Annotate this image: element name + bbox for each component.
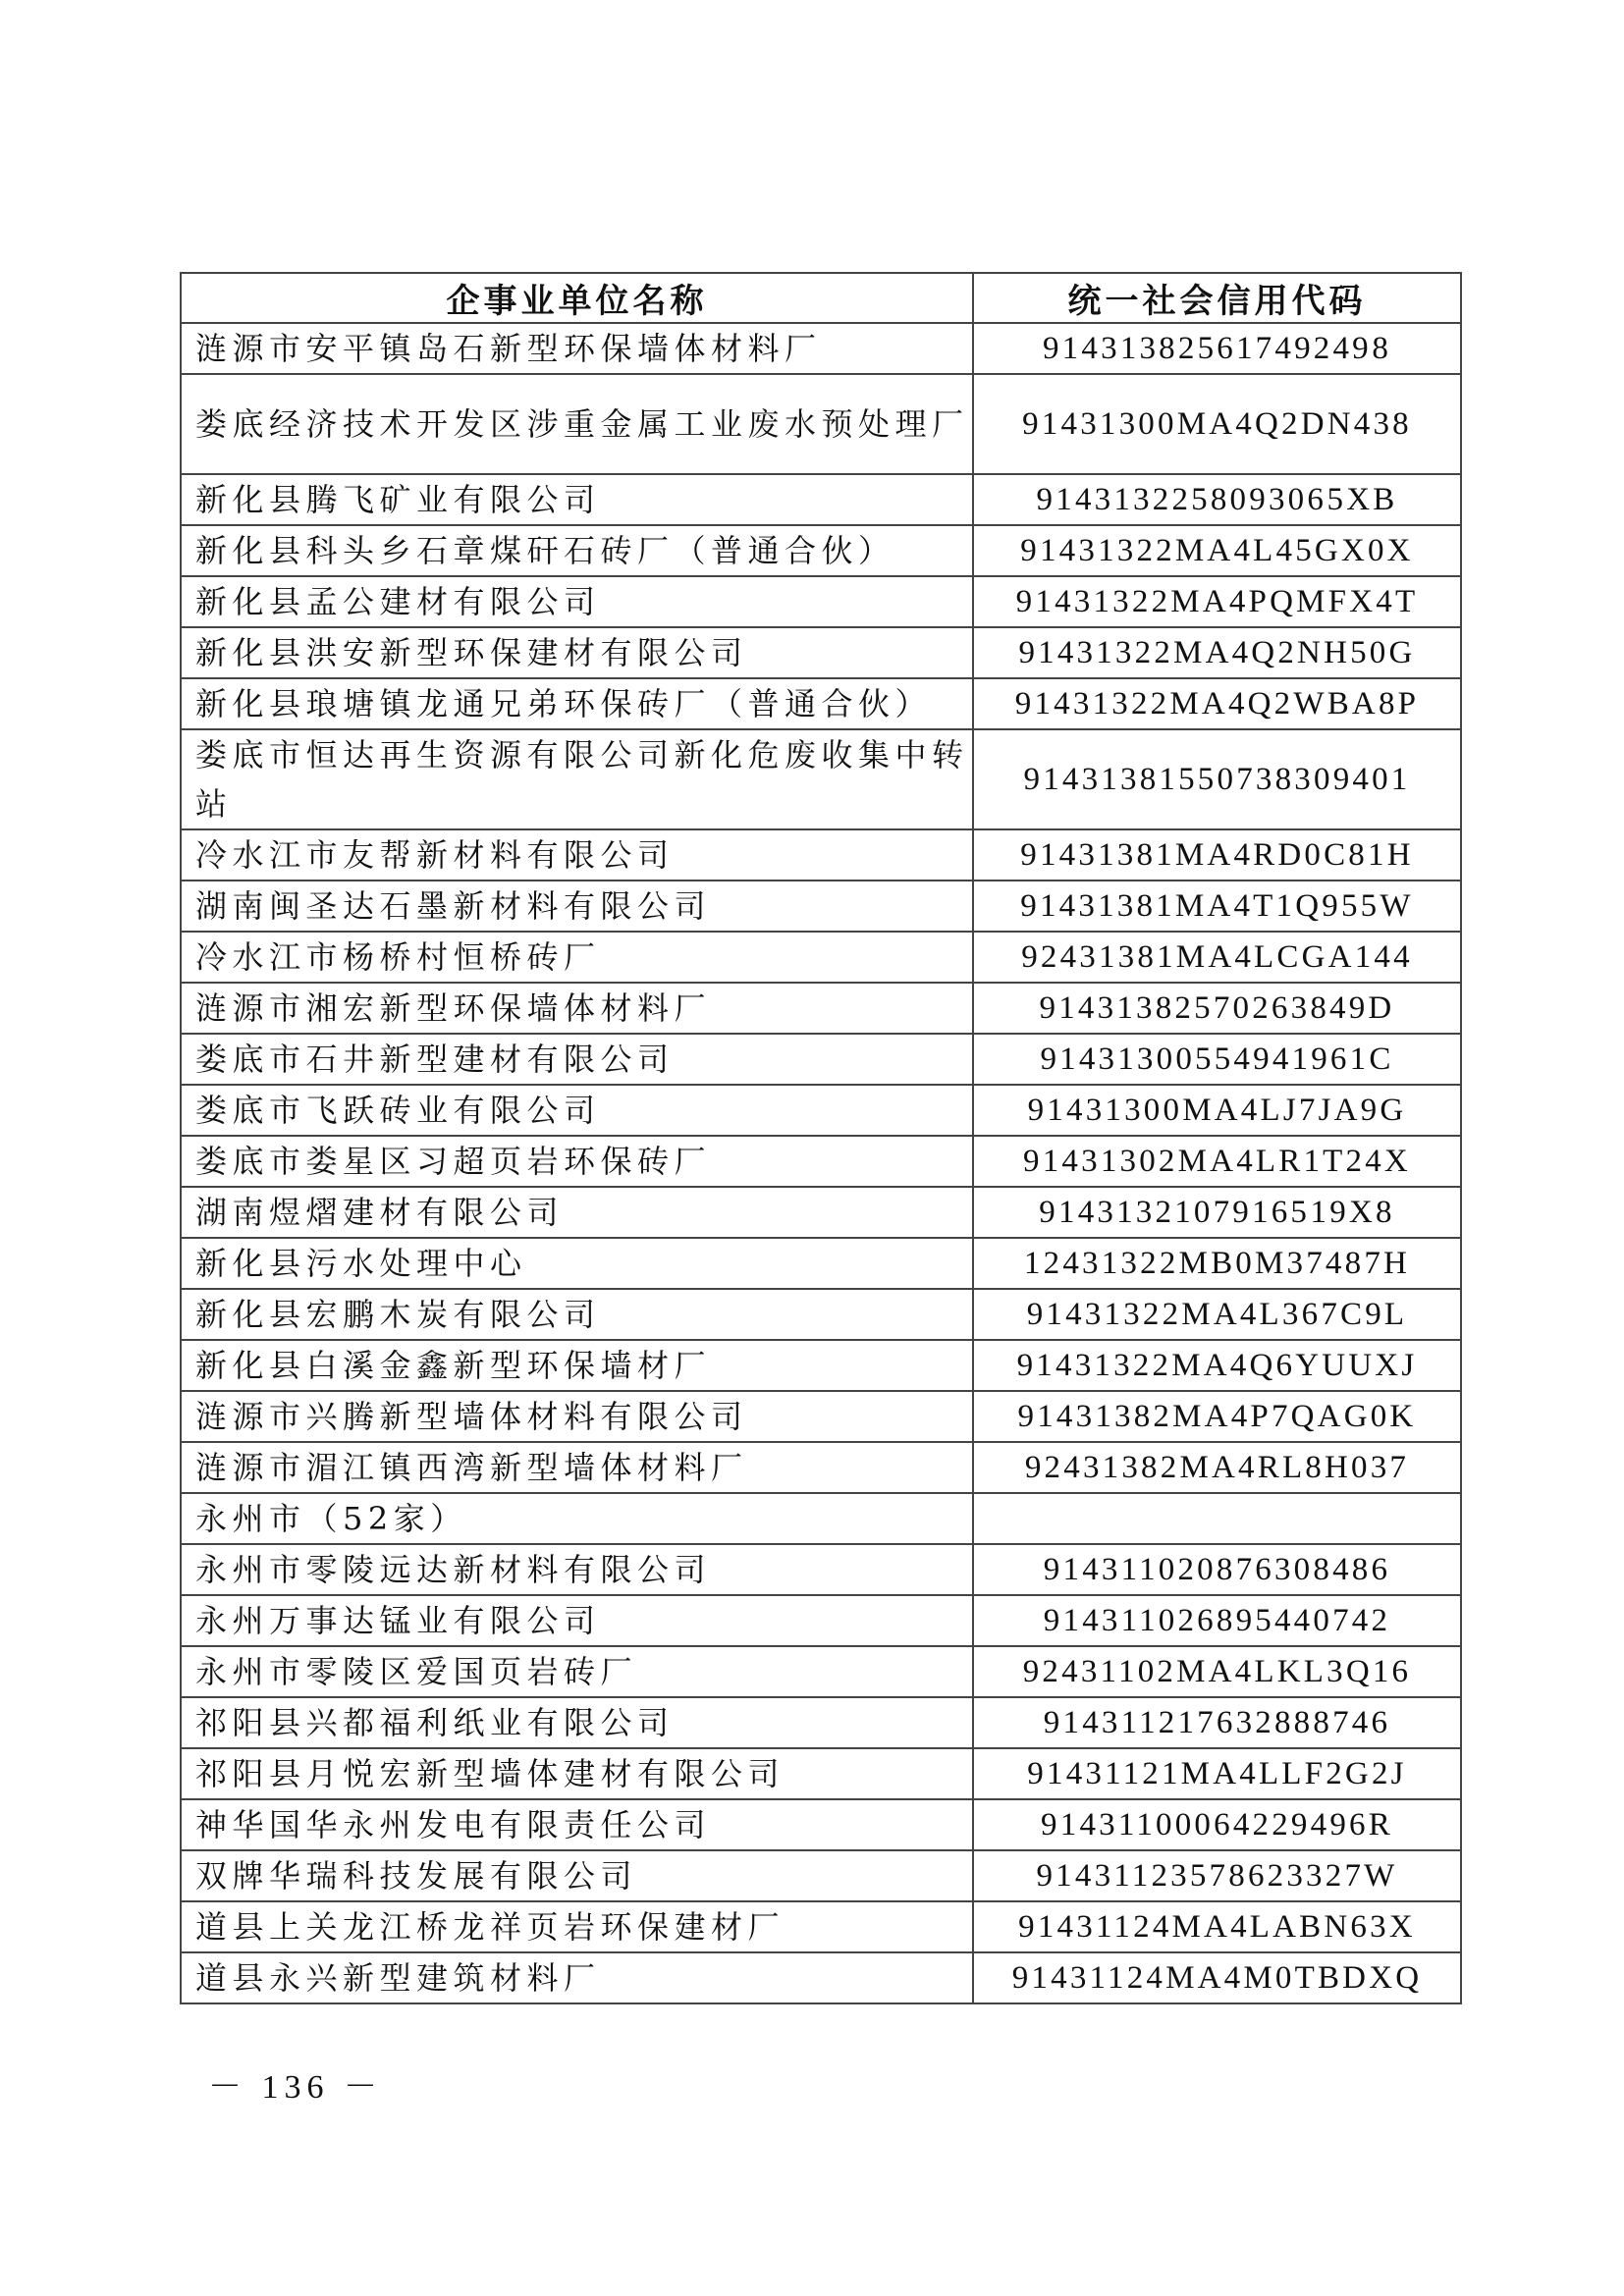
enterprise-name: 娄底市恒达再生资源有限公司新化危废收集中转站 [181,729,973,829]
enterprise-name: 道县永兴新型建筑材料厂 [181,1952,973,2003]
section-row [181,1493,1461,1544]
enterprise-name: 新化县科头乡石章煤矸石砖厂（普通合伙） [181,525,973,576]
credit-code: 12431322MB0M37487H [973,1238,1461,1289]
table-row [181,1952,1461,2003]
table-row [181,1034,1461,1085]
enterprise-name: 祁阳县月悦宏新型墙体建材有限公司 [181,1748,973,1799]
credit-code: 92431102MA4LKL3Q16 [973,1646,1461,1697]
credit-code: 91431124MA4M0TBDXQ [973,1952,1461,2003]
table-row [181,983,1461,1034]
enterprise-name: 永州市零陵区爱国页岩砖厂 [181,1646,973,1697]
credit-code: 91431300554941961C [973,1034,1461,1085]
table-row [181,1544,1461,1595]
table-row [181,881,1461,932]
table-row [181,1748,1461,1799]
credit-code: 91431322MA4PQMFX4T [973,576,1461,627]
credit-code: 91431121MA4LLF2G2J [973,1748,1461,1799]
header-code: 统一社会信用代码 [973,273,1461,323]
credit-code: 91431100064229496R [973,1799,1461,1850]
table-row [181,1799,1461,1850]
enterprise-name: 娄底市娄星区习超页岩环保砖厂 [181,1136,973,1187]
enterprise-name: 永州市（52家） [181,1493,973,1544]
credit-code: 914311020876308486 [973,1544,1461,1595]
table-row [181,1850,1461,1901]
credit-code: 91431382MA4P7QAG0K [973,1391,1461,1442]
enterprise-name: 湖南闽圣达石墨新材料有限公司 [181,881,973,932]
credit-code: 91431300MA4Q2DN438 [973,374,1461,474]
enterprise-name: 新化县洪安新型环保建材有限公司 [181,627,973,678]
enterprise-name: 冷水江市友帮新材料有限公司 [181,829,973,881]
credit-code: 92431381MA4LCGA144 [973,932,1461,983]
credit-code: 91431123578623327W [973,1850,1461,1901]
table-row [181,1187,1461,1238]
table-row [181,1340,1461,1391]
enterprise-name: 娄底市石井新型建材有限公司 [181,1034,973,1085]
credit-code: 91431381MA4T1Q955W [973,881,1461,932]
credit-code: 91431382570263849D [973,983,1461,1034]
table-row [181,1697,1461,1748]
enterprise-name: 新化县琅塘镇龙通兄弟环保砖厂（普通合伙） [181,678,973,729]
enterprise-table [180,272,1462,2004]
table-row [181,1901,1461,1952]
table-row [181,678,1461,729]
enterprise-name: 新化县污水处理中心 [181,1238,973,1289]
credit-code [973,1493,1461,1544]
enterprise-name: 祁阳县兴都福利纸业有限公司 [181,1697,973,1748]
credit-code: 91431321079165 19X8 [973,1187,1461,1238]
credit-code: 91431322MA4Q2WBA8P [973,678,1461,729]
credit-code: 914313225809306 5XB [973,474,1461,525]
table-row [181,932,1461,983]
table-row [181,1085,1461,1136]
header-name: 企事业单位名称 [181,273,973,323]
credit-code: 91431322MA4L45GX0X [973,525,1461,576]
credit-code: 91431124MA4LABN63X [973,1901,1461,1952]
table-row [181,729,1461,829]
enterprise-name: 神华国华永州发电有限责任公司 [181,1799,973,1850]
table-row [181,323,1461,374]
enterprise-name: 新化县白溪金鑫新型环保墙材厂 [181,1340,973,1391]
enterprise-name: 冷水江市杨桥村恒桥砖厂 [181,932,973,983]
credit-code: 91431322MA4L367C9L [973,1289,1461,1340]
enterprise-name: 永州市零陵远达新材料有限公司 [181,1544,973,1595]
credit-code: 914311217632888746 [973,1697,1461,1748]
table-row [181,1289,1461,1340]
credit-code: 914311026895440742 [973,1595,1461,1646]
table-row [181,1136,1461,1187]
table-row [181,1595,1461,1646]
enterprise-name: 娄底市飞跃砖业有限公司 [181,1085,973,1136]
credit-code: 91431322MA4Q2NH50G [973,627,1461,678]
table-row [181,576,1461,627]
enterprise-name: 涟源市湘宏新型环保墙体材料厂 [181,983,973,1034]
credit-code: 91431322MA4Q6YUUXJ [973,1340,1461,1391]
table-row [181,525,1461,576]
credit-code: 91431302MA4LR1T24X [973,1136,1461,1187]
table-row [181,474,1461,525]
table-row [181,374,1461,474]
table-row [181,627,1461,678]
page-number: － 136 － [208,2069,383,2106]
enterprise-name: 新化县孟公建材有限公司 [181,576,973,627]
credit-code: 91431382561749249 8 [973,323,1461,374]
credit-code: 91431381550738309401 [973,729,1461,829]
enterprise-name: 涟源市安平镇岛石新型环保墙体材料厂 [181,323,973,374]
enterprise-name: 道县上关龙江桥龙祥页岩环保建材厂 [181,1901,973,1952]
table-row [181,1646,1461,1697]
enterprise-name: 新化县宏鹏木炭有限公司 [181,1289,973,1340]
credit-code: 92431382MA4RL8H037 [973,1442,1461,1493]
enterprise-name: 新化县腾飞矿业有限公司 [181,474,973,525]
table-row [181,1442,1461,1493]
table-row [181,829,1461,881]
credit-code: 91431381MA4RD0C81H [973,829,1461,881]
table-row [181,1391,1461,1442]
enterprise-name: 双牌华瑞科技发展有限公司 [181,1850,973,1901]
enterprise-name: 涟源市兴腾新型墙体材料有限公司 [181,1391,973,1442]
enterprise-name: 娄底经济技术开发区涉重金属工业废水预处理厂 [181,374,973,474]
enterprise-name: 涟源市湄江镇西湾新型墙体材料厂 [181,1442,973,1493]
enterprise-name: 永州万事达锰业有限公司 [181,1595,973,1646]
enterprise-name: 湖南煜熠建材有限公司 [181,1187,973,1238]
table-row [181,1238,1461,1289]
table-header-row [181,273,1461,323]
credit-code: 91431300MA4LJ7JA9G [973,1085,1461,1136]
